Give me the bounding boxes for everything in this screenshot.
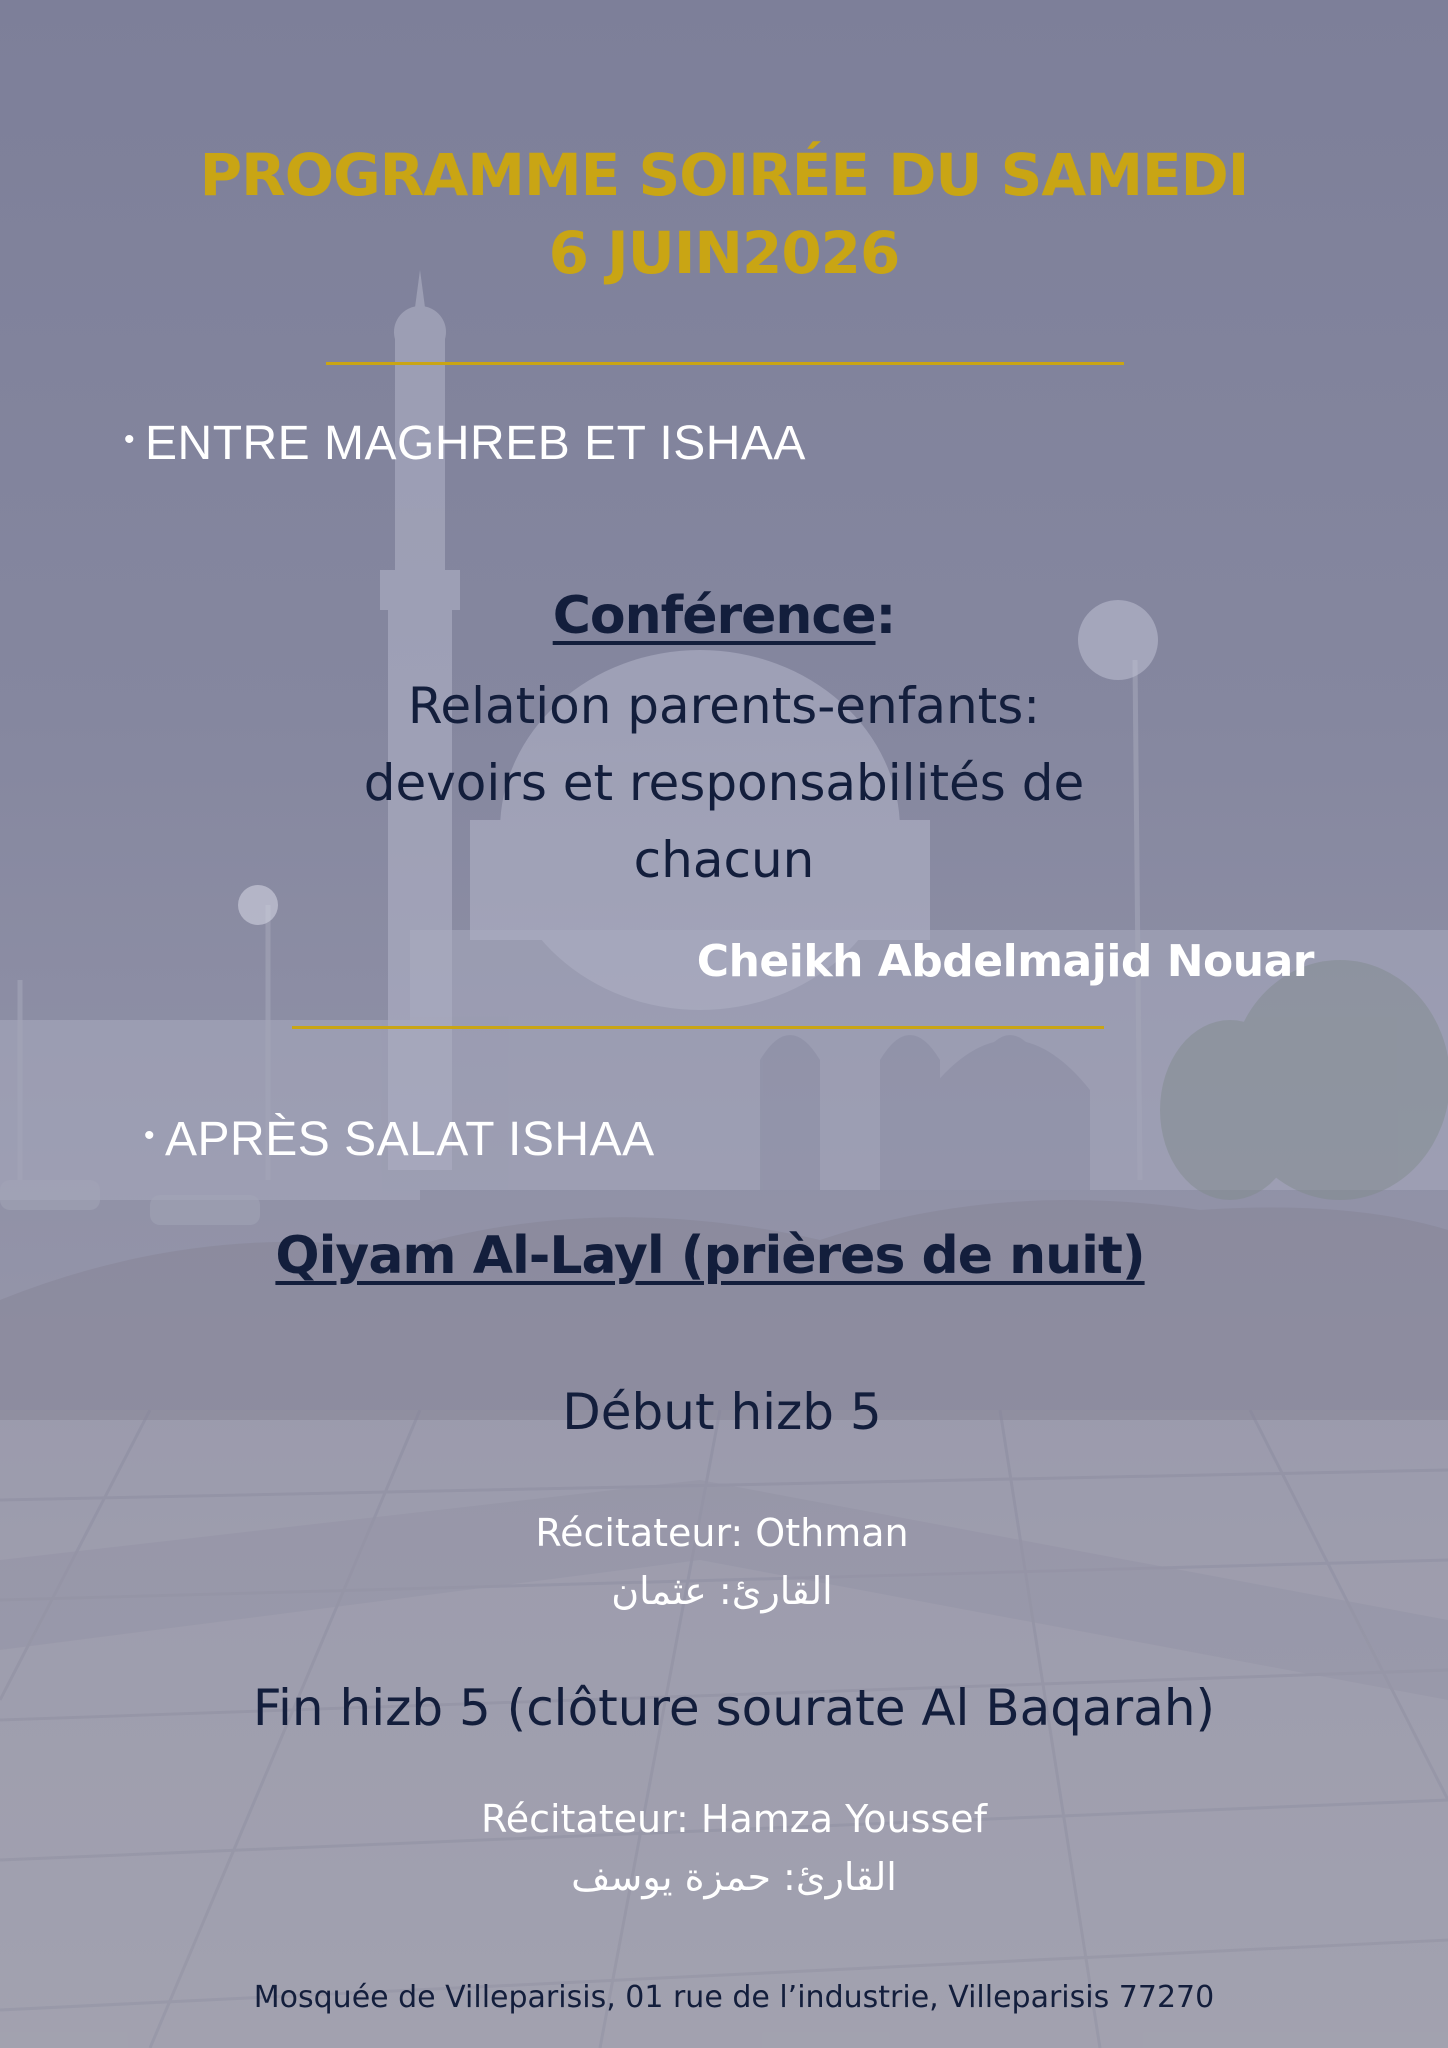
conference-heading-text: Conférence	[552, 586, 876, 646]
bullet-icon: •	[124, 423, 136, 456]
part-2-reciter-ar: القارئ: حمزة يوسف	[571, 1855, 897, 1899]
divider-top	[326, 362, 1124, 365]
conference-topic-line-2: devoirs et responsabilités de	[363, 754, 1085, 812]
section-1-label-text: ENTRE MAGHREB ET ISHAA	[145, 417, 806, 470]
qiyam-heading	[0, 1226, 1434, 1286]
section-2-label-text: APRÈS SALAT ISHAA	[165, 1113, 655, 1166]
section-2-label	[144, 1112, 655, 1167]
part-1-reciter	[0, 1504, 1446, 1620]
part-1-reciter-ar: القارئ: عثمان	[611, 1569, 833, 1613]
part-2-title: Fin hizb 5 (clôture sourate Al Baqarah)	[252, 1679, 1216, 1737]
section-1-label	[124, 416, 806, 471]
conference-topic-line-3: chacun	[633, 831, 815, 889]
divider-middle	[292, 1026, 1104, 1029]
part-2-reciter-fr: Récitateur: Hamza Youssef	[481, 1797, 987, 1841]
poster-title	[0, 136, 1448, 292]
qiyam-heading-text: Qiyam Al-Layl (prières de nuit)	[275, 1226, 1145, 1286]
conference-heading	[0, 586, 1448, 646]
bullet-icon: •	[144, 1119, 156, 1152]
conference-topic	[0, 668, 1448, 899]
part-1-title: Début hizb 5	[562, 1383, 882, 1441]
title-line-1: PROGRAMME SOIRÉE DU SAMEDI	[199, 141, 1249, 209]
conference-speaker: Cheikh Abdelmajid Nouar	[696, 936, 1314, 987]
conference-heading-suffix: :	[875, 586, 896, 646]
footer-address: Mosquée de Villeparisis, 01 rue de l’industrie, Villeparisis 77270	[253, 1980, 1215, 2015]
part-1-reciter-fr: Récitateur: Othman	[535, 1511, 909, 1555]
title-line-2: 6 JUIN2026	[548, 219, 900, 287]
part-2-reciter	[10, 1790, 1448, 1906]
conference-topic-line-1: Relation parents-enfants:	[407, 677, 1041, 735]
